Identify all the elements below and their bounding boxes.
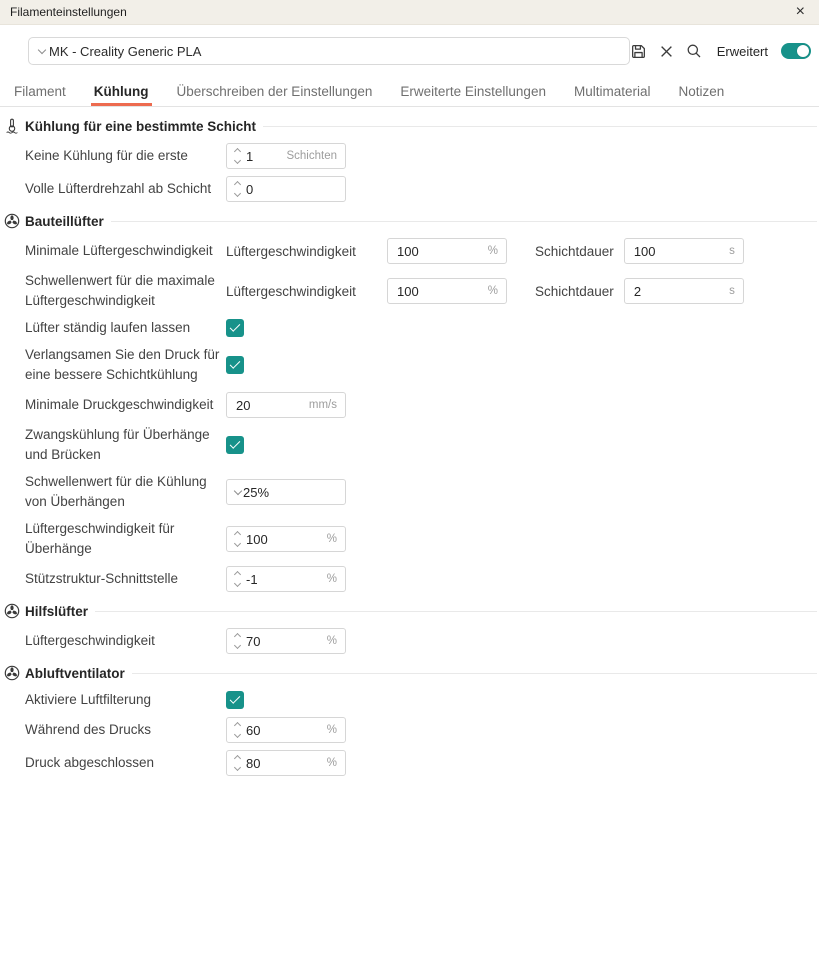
setting-row-overhang-fan-speed: [0, 519, 819, 559]
input-unit: Schichten: [286, 150, 337, 162]
input-unit: mm/s: [308, 399, 337, 411]
setting-row-activate-air-filtration: [0, 690, 819, 710]
setting-label: Lüftergeschwindigkeit für Überhänge: [25, 521, 175, 556]
spinner-arrows[interactable]: [227, 723, 241, 737]
setting-label: Verlangsamen Sie den Druck für eine bessere Schichtkühlung: [25, 347, 220, 382]
section-header-auxiliary-fan: [0, 601, 819, 621]
section-title: Abluftventilator: [25, 665, 125, 681]
spinner-arrows[interactable]: [227, 182, 241, 196]
setting-label: Minimale Lüftergeschwindigkeit: [25, 243, 213, 258]
setting-label: Stützstruktur-Schnittstelle: [25, 571, 179, 586]
advanced-label: Erweitert: [716, 43, 768, 59]
setting-row-print-complete-fan: [0, 750, 819, 776]
spin-up-icon[interactable]: [233, 633, 240, 640]
setting-label: Während des Drucks: [25, 722, 152, 737]
input-unit: %: [326, 724, 337, 736]
setting-row-during-print-fan: [0, 717, 819, 743]
setting-label: Aktiviere Luftfilterung: [25, 692, 152, 707]
section-title: Kühlung für eine bestimmte Schicht: [25, 118, 257, 134]
tab-erweiterte-einstellungen[interactable]: Erweiterte Einstellungen: [400, 84, 546, 99]
chevron-down-icon: [38, 45, 46, 53]
setting-row-min-fan-speed: [0, 238, 819, 264]
input-value: 0: [246, 181, 254, 197]
min-print-speed-input[interactable]: [226, 392, 346, 418]
settings-panel: [0, 116, 819, 796]
input-value: 100: [397, 283, 419, 299]
spin-down-icon[interactable]: [233, 580, 240, 587]
tab-kuehlung[interactable]: Kühlung: [91, 84, 152, 106]
spin-up-icon[interactable]: [233, 148, 240, 155]
spin-up-icon[interactable]: [233, 181, 240, 188]
during-print-fan-input[interactable]: [226, 717, 346, 743]
setting-row-full-fan-from-layer: [0, 176, 819, 202]
print-complete-fan-input[interactable]: [226, 750, 346, 776]
overhang-threshold-combobox[interactable]: [226, 479, 346, 505]
section-header-part-fan: [0, 211, 819, 231]
setting-row-support-interface-fan: [0, 566, 819, 592]
input-value: 60: [246, 722, 261, 738]
spinner-arrows[interactable]: [227, 634, 241, 648]
fan-icon: [4, 213, 20, 229]
tab-notizen[interactable]: Notizen: [678, 84, 725, 99]
fan-speed-sublabel: Lüftergeschwindigkeit: [226, 283, 356, 299]
clear-icon[interactable]: [660, 45, 673, 58]
support-interface-fan-input[interactable]: [226, 566, 346, 592]
spinner-arrows[interactable]: [227, 149, 241, 163]
section-title: Hilfslüfter: [25, 603, 89, 619]
tab-multimaterial[interactable]: Multimaterial: [573, 84, 651, 99]
spin-down-icon[interactable]: [233, 642, 240, 649]
overhang-fan-speed-input[interactable]: [226, 526, 346, 552]
search-icon[interactable]: [686, 43, 702, 59]
tab-ueberschreiben[interactable]: Überschreiben der Einstellungen: [176, 84, 373, 99]
section-divider: [111, 221, 817, 222]
input-value: 70: [246, 633, 261, 649]
input-unit: %: [326, 757, 337, 769]
close-icon[interactable]: ×: [795, 3, 805, 20]
window-title: Filamenteinstellungen: [10, 5, 127, 19]
spin-up-icon[interactable]: [233, 755, 240, 762]
section-divider: [95, 611, 817, 612]
input-unit: %: [487, 285, 498, 297]
chevron-down-icon: [234, 486, 242, 494]
full-fan-from-layer-input[interactable]: [226, 176, 346, 202]
spinner-arrows[interactable]: [227, 532, 241, 546]
toggle-knob: [797, 45, 809, 57]
input-unit: s: [729, 245, 735, 257]
input-unit: %: [326, 635, 337, 647]
spin-up-icon[interactable]: [233, 531, 240, 538]
slow-down-for-cooling-checkbox[interactable]: [226, 356, 244, 374]
input-value: 80: [246, 755, 261, 771]
section-header-exhaust-fan: [0, 663, 819, 683]
setting-label: Lüfter ständig laufen lassen: [25, 320, 191, 335]
max-fan-layer-time-input[interactable]: [624, 278, 744, 304]
spin-down-icon[interactable]: [233, 190, 240, 197]
setting-row-max-fan-threshold: [0, 271, 819, 311]
input-value: 100: [397, 243, 419, 259]
input-value: -1: [246, 571, 258, 587]
spin-down-icon[interactable]: [233, 157, 240, 164]
advanced-toggle[interactable]: [781, 43, 811, 59]
force-cooling-overhangs-checkbox[interactable]: [226, 436, 244, 454]
air-filtration-checkbox[interactable]: [226, 691, 244, 709]
layer-time-sublabel: Schichtdauer: [535, 243, 614, 259]
input-value: 2: [633, 283, 642, 299]
setting-row-force-cooling-overhangs: [0, 425, 819, 465]
input-value: 100: [633, 243, 656, 259]
preset-row: [0, 25, 819, 77]
spin-up-icon[interactable]: [233, 722, 240, 729]
setting-row-fan-always-on: [0, 318, 819, 338]
input-value: 100: [246, 531, 268, 547]
setting-label: Schwellenwert für die Kühlung von Überhängen: [25, 474, 207, 509]
aux-fan-speed-input[interactable]: [226, 628, 346, 654]
input-unit: %: [326, 573, 337, 585]
input-value: 20: [236, 397, 251, 413]
section-divider: [263, 126, 817, 127]
setting-label: Lüftergeschwindigkeit: [25, 633, 155, 648]
setting-row-min-print-speed: [0, 392, 819, 418]
thermometer-cooling-icon: [4, 118, 20, 134]
preset-value: MK - Creality Generic PLA: [49, 43, 202, 59]
setting-label: Druck abgeschlossen: [25, 755, 155, 770]
fan-icon: [4, 665, 20, 681]
setting-row-slow-down-for-cooling: [0, 345, 819, 385]
fan-icon: [4, 603, 20, 619]
input-value: 1: [246, 148, 254, 164]
tab-filament[interactable]: Filament: [14, 84, 66, 99]
input-unit: %: [326, 533, 337, 545]
max-fan-speed-input[interactable]: [387, 278, 507, 304]
spin-down-icon[interactable]: [233, 731, 240, 738]
spin-up-icon[interactable]: [233, 571, 240, 578]
combo-value: 25%: [243, 484, 270, 500]
setting-label: Zwangskühlung für Überhänge und Brücken: [25, 427, 210, 462]
spinner-arrows[interactable]: [227, 756, 241, 770]
layer-time-sublabel: Schichtdauer: [535, 283, 614, 299]
save-icon[interactable]: [630, 43, 647, 60]
min-fan-speed-input[interactable]: [387, 238, 507, 264]
fan-always-on-checkbox[interactable]: [226, 319, 244, 337]
fan-speed-sublabel: Lüftergeschwindigkeit: [226, 243, 356, 259]
window-titlebar: [0, 0, 819, 25]
section-divider: [132, 673, 817, 674]
section-title: Bauteillüfter: [25, 213, 104, 229]
setting-row-overhang-cooling-threshold: [0, 472, 819, 512]
tabbar: [0, 77, 819, 107]
setting-label: Volle Lüfterdrehzahl ab Schicht: [25, 181, 212, 196]
spin-down-icon[interactable]: [233, 764, 240, 771]
setting-label: Minimale Druckgeschwindigkeit: [25, 397, 214, 412]
no-cooling-first-layers-input[interactable]: [226, 143, 346, 169]
preset-select[interactable]: [28, 37, 630, 65]
setting-label: Keine Kühlung für die erste: [25, 148, 188, 163]
section-header-specific-layer: [0, 116, 819, 136]
spinner-arrows[interactable]: [227, 572, 241, 586]
input-unit: s: [729, 285, 735, 297]
setting-row-no-cooling-first-layers: [0, 143, 819, 169]
input-unit: %: [487, 245, 498, 257]
min-fan-layer-time-input[interactable]: [624, 238, 744, 264]
spin-down-icon[interactable]: [233, 540, 240, 547]
setting-label: Schwellenwert für die maximale Lüftergeschwindigkeit: [25, 273, 215, 308]
setting-row-aux-fan-speed: [0, 628, 819, 654]
